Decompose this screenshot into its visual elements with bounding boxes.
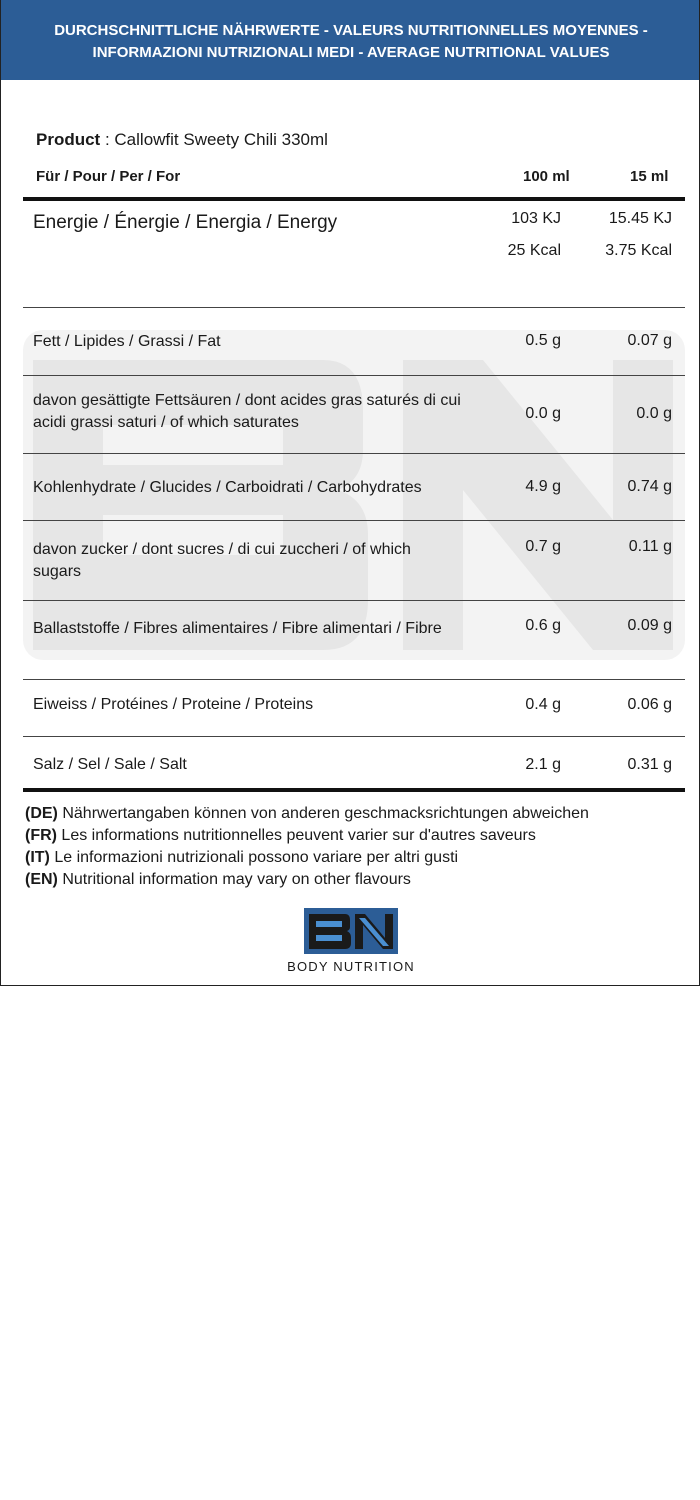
- protein-15: 0.06 g: [627, 696, 672, 713]
- row-divider: [23, 307, 685, 308]
- row-divider: [23, 736, 685, 737]
- title-line-1: DURCHSCHNITTLICHE NÄHRWERTE - VALEURS NUTRITIONNELLES MOYENNES -: [54, 22, 648, 39]
- fat-label: Fett / Lipides / Grassi / Fat: [33, 333, 221, 350]
- header-divider: [23, 197, 685, 201]
- note-it: (IT) Le informazioni nutrizionali possono variare per altri gusti: [25, 849, 459, 866]
- row-divider: [23, 453, 685, 454]
- fibre-15: 0.09 g: [627, 617, 672, 634]
- fat-15: 0.07 g: [627, 332, 672, 349]
- carbohydrates-15: 0.74 g: [627, 478, 672, 495]
- fibre-label: Ballaststoffe / Fibres alimentaires / Fibre alimentari / Fibre: [33, 620, 442, 637]
- sugars-15: 0.11 g: [628, 538, 672, 555]
- salt-15: 0.31 g: [627, 756, 672, 773]
- note-fr: (FR) Les informations nutritionnelles peuvent varier sur d'autres saveurs: [25, 827, 536, 844]
- title-banner: [1, 0, 700, 80]
- fat-100: 0.5 g: [525, 332, 561, 349]
- note-en: (EN) Nutritional information may vary on other flavours: [25, 871, 411, 888]
- energy-kcal-100: 25 Kcal: [507, 242, 561, 259]
- for-header: Für / Pour / Per / For: [36, 168, 181, 185]
- saturates-label: davon gesättigte Fettsäuren / dont acides gras saturés di cui acidi grassi saturi / of which saturates: [33, 392, 461, 431]
- product-value: : Callowfit Sweety Chili 330ml: [100, 130, 328, 149]
- title-line-2: INFORMAZIONI NUTRIZIONALI MEDI - AVERAGE NUTRITIONAL VALUES: [92, 44, 610, 61]
- energy-kj-15: 15.45 KJ: [608, 210, 672, 227]
- saturates-100: 0.0 g: [525, 405, 561, 422]
- row-divider: [23, 375, 685, 376]
- protein-100: 0.4 g: [525, 696, 561, 713]
- row-divider: [23, 679, 685, 680]
- col-15ml-header: 15 ml: [630, 168, 669, 185]
- svg-text:BODY NUTRITION: BODY NUTRITION: [287, 959, 415, 974]
- col-100ml-header: 100 ml: [523, 168, 570, 185]
- protein-label: Eiweiss / Protéines / Proteine / Proteins: [33, 696, 314, 713]
- body-nutrition-logo: [251, 908, 451, 974]
- fibre-100: 0.6 g: [525, 617, 561, 634]
- sugars-label: davon zucker / dont sucres / di cui zuccheri / of which sugars: [33, 541, 411, 580]
- salt-100: 2.1 g: [525, 756, 561, 773]
- energy-kcal-15: 3.75 Kcal: [605, 242, 672, 259]
- carbohydrates-100: 4.9 g: [525, 478, 561, 495]
- row-divider: [23, 520, 685, 521]
- row-divider: [23, 600, 685, 601]
- note-de: (DE) Nährwertangaben können von anderen geschmacksrichtungen abweichen: [25, 805, 589, 822]
- salt-label: Salz / Sel / Sale / Salt: [33, 756, 187, 773]
- table-bottom-divider: [23, 788, 685, 792]
- energy-label: Energie / Énergie / Energia / Energy: [33, 212, 338, 233]
- sugars-100: 0.7 g: [525, 538, 561, 555]
- energy-kj-100: 103 KJ: [511, 210, 561, 227]
- product-label: Product: [36, 130, 101, 149]
- product-line: [36, 130, 328, 150]
- saturates-15: 0.0 g: [636, 405, 672, 422]
- flavour-disclaimer: [25, 803, 589, 891]
- carbohydrates-label: Kohlenhydrate / Glucides / Carboidrati / Carbohydrates: [33, 479, 422, 496]
